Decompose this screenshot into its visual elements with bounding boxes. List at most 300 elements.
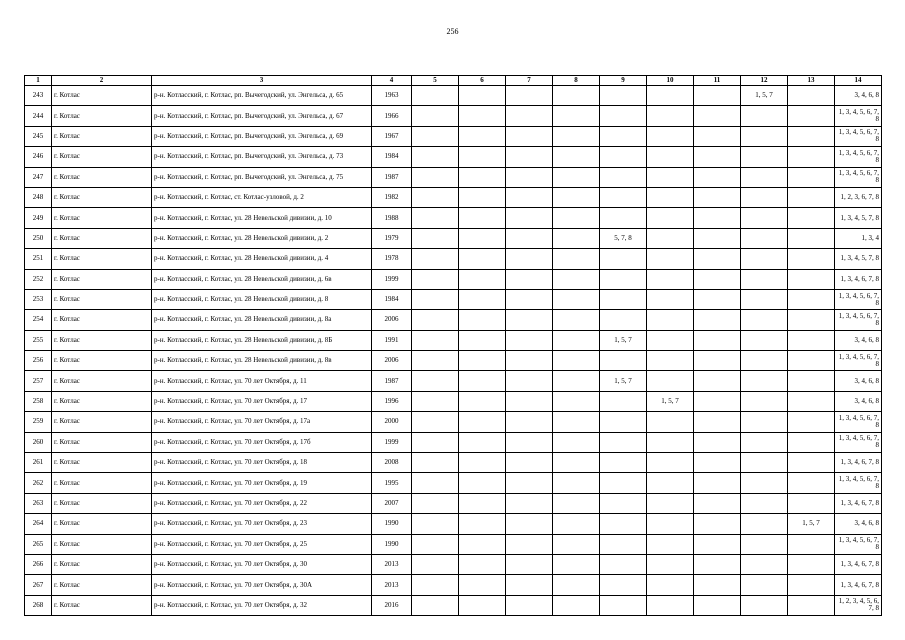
city-cell: г. Котлас (52, 147, 152, 167)
col-9-cell: 5, 7, 8 (600, 228, 647, 248)
col-7-cell (506, 453, 553, 473)
col-14-cell: 1, 3, 4, 5, 6, 7, 8 (835, 534, 882, 554)
city-cell: г. Котлас (52, 86, 152, 106)
row-number: 260 (25, 432, 52, 452)
city-cell: г. Котлас (52, 187, 152, 207)
col-7-cell (506, 167, 553, 187)
col-9-cell: 1, 5, 7 (600, 371, 647, 391)
year-cell: 2000 (372, 412, 412, 432)
col-12-cell (741, 167, 788, 187)
table-row (25, 269, 882, 289)
col-9-cell (600, 187, 647, 207)
col-7-cell (506, 351, 553, 371)
col-12-cell (741, 351, 788, 371)
year-cell: 2008 (372, 453, 412, 473)
year-cell: 2013 (372, 554, 412, 574)
address-cell: р-н. Котласский, г. Котлас, ул. 28 Невельской дивизии, д. 8 (152, 289, 372, 309)
year-cell: 1988 (372, 208, 412, 228)
col-6-cell (459, 412, 506, 432)
col-5-cell (412, 514, 459, 534)
col-8-cell (553, 269, 600, 289)
address-cell: р-н. Котласский, г. Котлас, ул. 70 лет Октября, д. 30 (152, 554, 372, 574)
year-cell: 1999 (372, 432, 412, 452)
col-8-cell (553, 167, 600, 187)
col-14-cell: 1, 3, 4, 6, 7, 8 (835, 575, 882, 595)
col-12-cell (741, 453, 788, 473)
col-13-cell (788, 554, 835, 574)
col-13-cell (788, 269, 835, 289)
col-7-cell (506, 514, 553, 534)
col-13-cell (788, 391, 835, 411)
col-5-cell (412, 106, 459, 126)
col-12-cell (741, 575, 788, 595)
year-cell: 1966 (372, 106, 412, 126)
col-13-cell (788, 575, 835, 595)
year-cell: 1984 (372, 289, 412, 309)
year-cell: 1984 (372, 147, 412, 167)
col-10-cell (647, 432, 694, 452)
address-cell: р-н. Котласский, г. Котлас, ул. 70 лет Октября, д. 17 (152, 391, 372, 411)
table-row (25, 432, 882, 452)
col-10-cell (647, 514, 694, 534)
col-7-cell (506, 554, 553, 574)
col-9-cell (600, 86, 647, 106)
column-header-3: 3 (152, 76, 372, 86)
col-11-cell (694, 595, 741, 615)
col-9-cell (600, 412, 647, 432)
city-cell: г. Котлас (52, 167, 152, 187)
col-8-cell (553, 554, 600, 574)
col-10-cell (647, 412, 694, 432)
year-cell: 1978 (372, 249, 412, 269)
address-cell: р-н. Котласский, г. Котлас, рп. Вычегодский, ул. Энгельса, д. 75 (152, 167, 372, 187)
col-5-cell (412, 432, 459, 452)
col-14-cell: 1, 3, 4, 5, 6, 7, 8 (835, 167, 882, 187)
col-14-cell: 1, 3, 4 (835, 228, 882, 248)
col-5-cell (412, 493, 459, 513)
col-5-cell (412, 330, 459, 350)
col-12-cell (741, 106, 788, 126)
col-12-cell (741, 310, 788, 330)
col-6-cell (459, 575, 506, 595)
col-12-cell (741, 187, 788, 207)
row-number: 264 (25, 514, 52, 534)
col-9-cell (600, 106, 647, 126)
year-cell: 1967 (372, 126, 412, 146)
table-row (25, 595, 882, 615)
column-header-5: 5 (412, 76, 459, 86)
col-8-cell (553, 391, 600, 411)
col-11-cell (694, 249, 741, 269)
table-row (25, 412, 882, 432)
table-row (25, 351, 882, 371)
city-cell: г. Котлас (52, 432, 152, 452)
col-10-cell (647, 310, 694, 330)
col-5-cell (412, 310, 459, 330)
col-6-cell (459, 249, 506, 269)
col-13-cell (788, 412, 835, 432)
address-cell: р-н. Котласский, г. Котлас, ул. 70 лет Октября, д. 23 (152, 514, 372, 534)
table-row (25, 310, 882, 330)
col-5-cell (412, 595, 459, 615)
col-6-cell (459, 86, 506, 106)
table-row (25, 330, 882, 350)
col-13-cell (788, 249, 835, 269)
col-8-cell (553, 310, 600, 330)
address-cell: р-н. Котласский, г. Котлас, ул. 70 лет Октября, д. 17б (152, 432, 372, 452)
col-8-cell (553, 432, 600, 452)
row-number: 258 (25, 391, 52, 411)
col-5-cell (412, 269, 459, 289)
col-13-cell (788, 228, 835, 248)
col-14-cell: 1, 2, 3, 4, 5, 6, 7, 8 (835, 595, 882, 615)
col-14-cell: 3, 4, 6, 8 (835, 330, 882, 350)
col-6-cell (459, 554, 506, 574)
address-cell: р-н. Котласский, г. Котлас, рп. Вычегодский, ул. Энгельса, д. 73 (152, 147, 372, 167)
col-12-cell (741, 147, 788, 167)
row-number: 265 (25, 534, 52, 554)
col-7-cell (506, 126, 553, 146)
col-10-cell (647, 208, 694, 228)
col-12-cell (741, 473, 788, 493)
address-cell: р-н. Котласский, г. Котлас, ул. 28 Невельской дивизии, д. 8а (152, 310, 372, 330)
col-14-cell: 1, 3, 4, 5, 6, 7, 8 (835, 310, 882, 330)
table-row (25, 534, 882, 554)
col-14-cell: 1, 3, 4, 5, 7, 8 (835, 249, 882, 269)
row-number: 247 (25, 167, 52, 187)
col-6-cell (459, 269, 506, 289)
col-10-cell (647, 147, 694, 167)
col-11-cell (694, 330, 741, 350)
col-13-cell (788, 126, 835, 146)
col-7-cell (506, 310, 553, 330)
col-9-cell (600, 473, 647, 493)
col-11-cell (694, 126, 741, 146)
col-10-cell (647, 554, 694, 574)
col-11-cell (694, 514, 741, 534)
address-cell: р-н. Котласский, г. Котлас, ул. 70 лет Октября, д. 25 (152, 534, 372, 554)
year-cell: 1963 (372, 86, 412, 106)
year-cell: 2006 (372, 310, 412, 330)
col-8-cell (553, 453, 600, 473)
row-number: 256 (25, 351, 52, 371)
col-5-cell (412, 208, 459, 228)
col-13-cell (788, 493, 835, 513)
row-number: 255 (25, 330, 52, 350)
col-8-cell (553, 330, 600, 350)
col-12-cell: 1, 5, 7 (741, 86, 788, 106)
col-12-cell (741, 493, 788, 513)
col-9-cell (600, 269, 647, 289)
col-10-cell (647, 534, 694, 554)
col-5-cell (412, 473, 459, 493)
address-cell: р-н. Котласский, г. Котлас, ст. Котлас-узловой, д. 2 (152, 187, 372, 207)
col-6-cell (459, 514, 506, 534)
col-7-cell (506, 595, 553, 615)
year-cell: 1987 (372, 371, 412, 391)
table-row (25, 147, 882, 167)
city-cell: г. Котлас (52, 269, 152, 289)
col-5-cell (412, 86, 459, 106)
col-14-cell: 1, 3, 4, 5, 6, 7, 8 (835, 473, 882, 493)
year-cell: 1979 (372, 228, 412, 248)
col-14-cell: 1, 3, 4, 5, 6, 7, 8 (835, 351, 882, 371)
year-cell: 1990 (372, 514, 412, 534)
column-header-8: 8 (553, 76, 600, 86)
header-row (25, 76, 882, 86)
col-9-cell (600, 493, 647, 513)
col-11-cell (694, 86, 741, 106)
col-8-cell (553, 514, 600, 534)
col-8-cell (553, 126, 600, 146)
page-number: 256 (446, 27, 459, 36)
col-10-cell (647, 473, 694, 493)
column-header-11: 11 (694, 76, 741, 86)
table-row (25, 554, 882, 574)
col-5-cell (412, 412, 459, 432)
col-8-cell (553, 575, 600, 595)
table-row (25, 126, 882, 146)
col-12-cell (741, 534, 788, 554)
table-row (25, 187, 882, 207)
year-cell: 1991 (372, 330, 412, 350)
col-11-cell (694, 269, 741, 289)
col-8-cell (553, 249, 600, 269)
col-13-cell (788, 351, 835, 371)
row-number: 246 (25, 147, 52, 167)
col-7-cell (506, 330, 553, 350)
row-number: 267 (25, 575, 52, 595)
year-cell: 2013 (372, 575, 412, 595)
col-12-cell (741, 330, 788, 350)
col-8-cell (553, 147, 600, 167)
col-13-cell (788, 208, 835, 228)
col-14-cell: 1, 3, 4, 5, 6, 7, 8 (835, 126, 882, 146)
col-6-cell (459, 371, 506, 391)
col-9-cell (600, 554, 647, 574)
col-7-cell (506, 412, 553, 432)
col-10-cell (647, 126, 694, 146)
row-number: 248 (25, 187, 52, 207)
year-cell: 1999 (372, 269, 412, 289)
col-13-cell (788, 86, 835, 106)
col-9-cell (600, 595, 647, 615)
col-5-cell (412, 453, 459, 473)
col-10-cell (647, 249, 694, 269)
col-13-cell (788, 147, 835, 167)
city-cell: г. Котлас (52, 473, 152, 493)
col-11-cell (694, 453, 741, 473)
row-number: 251 (25, 249, 52, 269)
row-number: 262 (25, 473, 52, 493)
col-5-cell (412, 371, 459, 391)
col-5-cell (412, 554, 459, 574)
table-row (25, 514, 882, 534)
col-11-cell (694, 167, 741, 187)
address-cell: р-н. Котласский, г. Котлас, ул. 28 Невельской дивизии, д. 8в (152, 351, 372, 371)
col-11-cell (694, 289, 741, 309)
col-5-cell (412, 187, 459, 207)
col-11-cell (694, 351, 741, 371)
column-header-4: 4 (372, 76, 412, 86)
col-12-cell (741, 371, 788, 391)
register-table (24, 75, 882, 616)
col-11-cell (694, 310, 741, 330)
col-14-cell: 1, 3, 4, 5, 6, 7, 8 (835, 289, 882, 309)
col-13-cell (788, 187, 835, 207)
col-6-cell (459, 493, 506, 513)
col-12-cell (741, 269, 788, 289)
col-5-cell (412, 289, 459, 309)
col-7-cell (506, 147, 553, 167)
city-cell: г. Котлас (52, 106, 152, 126)
row-number: 243 (25, 86, 52, 106)
col-6-cell (459, 473, 506, 493)
year-cell: 2007 (372, 493, 412, 513)
col-5-cell (412, 228, 459, 248)
year-cell: 2006 (372, 351, 412, 371)
col-11-cell (694, 473, 741, 493)
row-number: 244 (25, 106, 52, 126)
address-cell: р-н. Котласский, г. Котлас, ул. 70 лет Октября, д. 32 (152, 595, 372, 615)
col-11-cell (694, 228, 741, 248)
col-7-cell (506, 106, 553, 126)
col-10-cell (647, 453, 694, 473)
col-14-cell: 1, 3, 4, 6, 7, 8 (835, 453, 882, 473)
col-10-cell (647, 371, 694, 391)
col-11-cell (694, 106, 741, 126)
col-9-cell (600, 391, 647, 411)
col-11-cell (694, 554, 741, 574)
col-7-cell (506, 575, 553, 595)
col-14-cell: 1, 3, 4, 5, 6, 7, 8 (835, 412, 882, 432)
col-14-cell: 1, 3, 4, 5, 6, 7, 8 (835, 432, 882, 452)
col-8-cell (553, 289, 600, 309)
col-7-cell (506, 534, 553, 554)
address-cell: р-н. Котласский, г. Котлас, ул. 70 лет Октября, д. 11 (152, 371, 372, 391)
column-header-10: 10 (647, 76, 694, 86)
col-8-cell (553, 86, 600, 106)
address-cell: р-н. Котласский, г. Котлас, ул. 70 лет Октября, д. 30А (152, 575, 372, 595)
col-5-cell (412, 534, 459, 554)
col-5-cell (412, 167, 459, 187)
col-11-cell (694, 391, 741, 411)
col-7-cell (506, 86, 553, 106)
col-8-cell (553, 595, 600, 615)
city-cell: г. Котлас (52, 453, 152, 473)
col-7-cell (506, 493, 553, 513)
col-12-cell (741, 412, 788, 432)
col-10-cell (647, 351, 694, 371)
col-5-cell (412, 126, 459, 146)
col-9-cell (600, 351, 647, 371)
col-9-cell (600, 208, 647, 228)
row-number: 254 (25, 310, 52, 330)
col-10-cell (647, 228, 694, 248)
row-number: 245 (25, 126, 52, 146)
column-header-1: 1 (25, 76, 52, 86)
year-cell: 1996 (372, 391, 412, 411)
col-13-cell (788, 106, 835, 126)
col-7-cell (506, 187, 553, 207)
city-cell: г. Котлас (52, 208, 152, 228)
year-cell: 1982 (372, 187, 412, 207)
col-14-cell: 3, 4, 6, 8 (835, 86, 882, 106)
col-6-cell (459, 208, 506, 228)
col-12-cell (741, 249, 788, 269)
table-row (25, 86, 882, 106)
col-7-cell (506, 289, 553, 309)
col-7-cell (506, 208, 553, 228)
col-6-cell (459, 228, 506, 248)
col-8-cell (553, 208, 600, 228)
address-cell: р-н. Котласский, г. Котлас, ул. 28 Невельской дивизии, д. 8Б (152, 330, 372, 350)
col-13-cell (788, 289, 835, 309)
col-5-cell (412, 575, 459, 595)
table-row (25, 249, 882, 269)
col-12-cell (741, 554, 788, 574)
col-14-cell: 3, 4, 6, 8 (835, 514, 882, 534)
row-number: 259 (25, 412, 52, 432)
col-11-cell (694, 208, 741, 228)
year-cell: 1995 (372, 473, 412, 493)
col-6-cell (459, 167, 506, 187)
col-10-cell (647, 289, 694, 309)
table-row (25, 473, 882, 493)
address-cell: р-н. Котласский, г. Котлас, ул. 70 лет Октября, д. 22 (152, 493, 372, 513)
city-cell: г. Котлас (52, 351, 152, 371)
city-cell: г. Котлас (52, 228, 152, 248)
col-6-cell (459, 432, 506, 452)
col-11-cell (694, 534, 741, 554)
city-cell: г. Котлас (52, 310, 152, 330)
col-9-cell (600, 289, 647, 309)
city-cell: г. Котлас (52, 575, 152, 595)
column-header-12: 12 (741, 76, 788, 86)
address-cell: р-н. Котласский, г. Котлас, ул. 70 лет Октября, д. 18 (152, 453, 372, 473)
year-cell: 2016 (372, 595, 412, 615)
col-6-cell (459, 106, 506, 126)
col-7-cell (506, 391, 553, 411)
row-number: 257 (25, 371, 52, 391)
city-cell: г. Котлас (52, 289, 152, 309)
city-cell: г. Котлас (52, 534, 152, 554)
col-12-cell (741, 126, 788, 146)
col-9-cell (600, 514, 647, 534)
col-14-cell: 1, 3, 4, 5, 6, 7, 8 (835, 106, 882, 126)
col-9-cell (600, 126, 647, 146)
table-row (25, 289, 882, 309)
col-13-cell (788, 432, 835, 452)
column-header-6: 6 (459, 76, 506, 86)
city-cell: г. Котлас (52, 595, 152, 615)
col-6-cell (459, 310, 506, 330)
col-11-cell (694, 147, 741, 167)
column-header-14: 14 (835, 76, 882, 86)
col-11-cell (694, 575, 741, 595)
col-8-cell (553, 412, 600, 432)
col-5-cell (412, 249, 459, 269)
col-6-cell (459, 534, 506, 554)
col-14-cell: 1, 3, 4, 6, 7, 8 (835, 493, 882, 513)
row-number: 252 (25, 269, 52, 289)
col-10-cell (647, 493, 694, 513)
column-header-13: 13 (788, 76, 835, 86)
city-cell: г. Котлас (52, 554, 152, 574)
row-number: 249 (25, 208, 52, 228)
col-13-cell: 1, 5, 7 (788, 514, 835, 534)
col-13-cell (788, 595, 835, 615)
